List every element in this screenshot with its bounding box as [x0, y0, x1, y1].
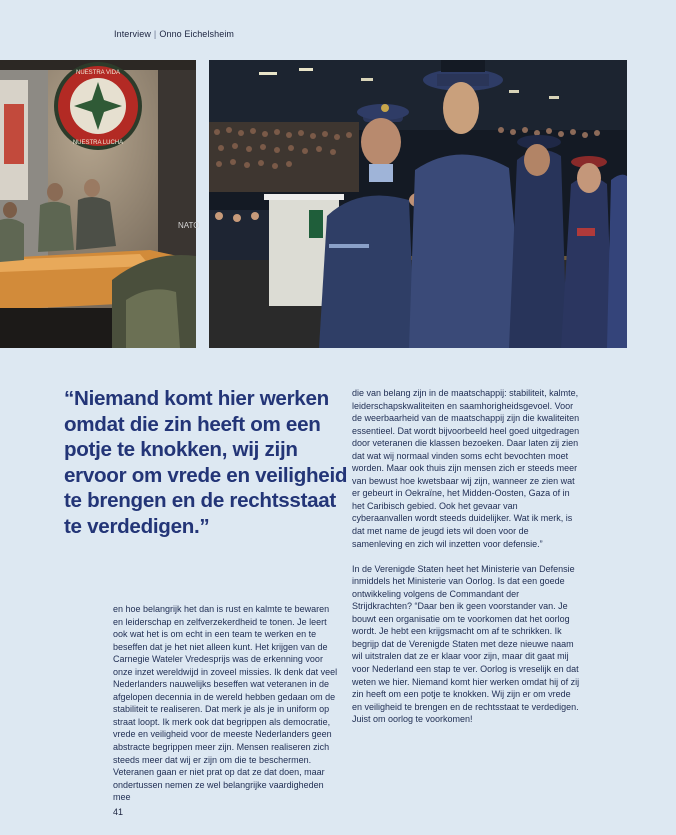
- emblem-text-top: NUESTRA VIDA: [75, 70, 121, 76]
- photo-soldiers-panel: [0, 60, 200, 348]
- page-number: 41: [113, 807, 124, 817]
- emblem-text-bottom: NUESTRA LUCHA: [72, 140, 124, 146]
- header-name: Onno Eichelsheim: [159, 29, 235, 39]
- photo-ceremony-panel: [209, 60, 627, 348]
- photo-nato-text: NATO: [178, 221, 200, 230]
- pull-quote: “Niemand komt hier werken omdat die zin heeft om een potje te knokken, wij zijn ervoor om vrede en veiligheid te brengen en de rechtsstaat te verdedigen.”: [64, 387, 348, 538]
- header-separator: |: [153, 29, 157, 39]
- photo-soldiers-illustration: [0, 60, 200, 348]
- body-paragraph-left: en hoe belangrijk het dan is rust en kalmte te bewaren en leiderschap en zelfverzekerdheid te tonen. Je leert ook wat het is om echt in een team te werken en te beseffen dat je het niet alleen kunt. Het krijgen van de Carnegie Wateler Vredesprijs was de erkenning voor onze inzet wereldwijd in zoveel missies. Ik denk dat veel Nederlanders nauwelijks beseffen wat veteranen in de afgelopen decennia in de wereld hebben gedaan om de stabiliteit te realiseren. Dat merk je als je in uniform op straat loopt. Ik merk ook dat begrippen als democratie, vrede en veiligheid voor de meeste Nederlanders geen abstracte begrippen meer zijn. Mensen realiseren zich steeds meer dat wij er zijn om die te beschermen. Veteranen gaan er niet prat op dat ze dat doen, maar ondertussen nemen ze wel belangrijke vaardigheden mee: [113, 604, 338, 803]
- body-paragraph-right-2: In de Verenigde Staten heet het Ministerie van Defensie inmiddels het Ministerie van Oorlog. Is dat een goede ontwikkeling volgens de Commandant der Strijdkrachten? “Daar ben ik geen voorstander van. Je bouwt een organisatie om te voorkomen dat het oorlog wordt. Je hebt een krijgsmacht om af te schrikken. Ik begrijp dat de Verenigde Staten met deze nieuwe naam wil uitstralen dat ze er klaar voor zijn, maar dit gaat mij voor Nederland een stap te ver. Oorlog is vreselijk en dat weten we hier. Niemand komt hier werken omdat hij of zij zin heeft om een potje te knokken. Wij zijn er om vrede en veiligheid te brengen en de rechtsstaat te verdedigen. Juist om oorlog te voorkomen!: [352, 563, 580, 725]
- body-column-right: [352, 387, 580, 726]
- header-section: Interview: [114, 29, 151, 39]
- body-column-left: [113, 603, 338, 804]
- photo-ceremony-illustration: [209, 60, 627, 348]
- body-paragraph-right-1: die van belang zijn in de maatschappij: stabiliteit, kalmte, leiderschapskwaliteiten en saamhorigheidsgevoel. Voor de weerbaarheid van de maatschappij zijn die kwaliteiten essentieel. Dat wordt bijvoorbeeld heel goed uitgedragen door veteranen die klassen bezoeken. Daar laten zij zien dat wat wij normaal vinden soms echt bevochten moet worden. Maar ook thuis zijn mensen zich er steeds meer van bewust hoe kwetsbaar wij zijn, wanneer ze zien wat er gebeurt in Oekraïne, het Midden-Oosten, Gaza of in het Caribisch gebied. Ook het gevaar van cyberaanvallen wordt steeds duidelijker. Wat ik merk, is dat met name de jeugd iets wil doen voor de samenleving en zich wil inzetten voor defensie.”: [352, 388, 580, 549]
- running-header: [114, 29, 234, 39]
